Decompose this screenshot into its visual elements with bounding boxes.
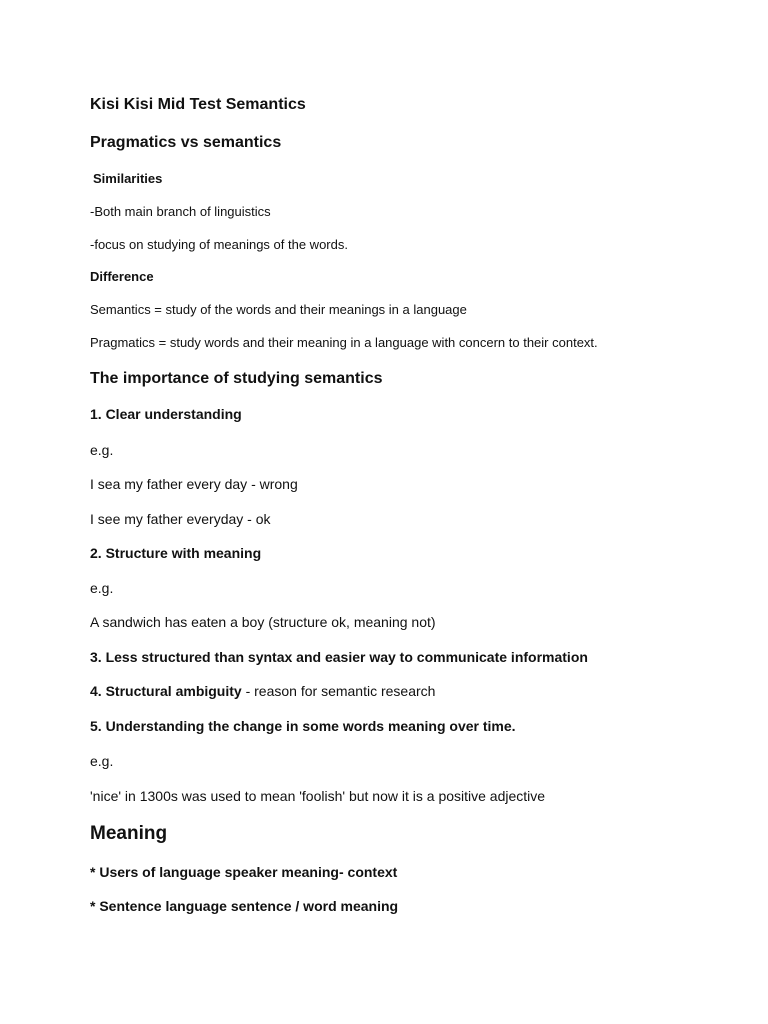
importance-point: 5. Understanding the change in some words meaning over time. [90, 718, 516, 734]
similarity-item: -focus on studying of meanings of the words. [90, 237, 348, 252]
example-sentence: I sea my father every day - wrong [90, 476, 298, 492]
point-4-description: - reason for semantic research [241, 683, 436, 699]
similarities-heading: Similarities [93, 171, 163, 186]
example-label: e.g. [90, 580, 114, 596]
example-sentence: 'nice' in 1300s was used to mean 'foolish' but now it is a positive adjective [90, 788, 546, 804]
example-label: e.g. [90, 753, 114, 769]
difference-item: Pragmatics = study words and their meaning in a language with concern to their context. [90, 335, 598, 350]
point-4-label: 4. Structural ambiguity [90, 683, 242, 699]
example-label: e.g. [90, 442, 114, 458]
importance-point: 1. Clear understanding [90, 406, 242, 422]
importance-heading: The importance of studying semantics [90, 370, 383, 387]
importance-point: 3. Less structured than syntax and easier way to communicate information [90, 649, 588, 665]
importance-point-4 [90, 684, 435, 698]
similarity-item: -Both main branch of linguistics [90, 204, 271, 219]
importance-point: 2. Structure with meaning [90, 545, 262, 561]
meaning-item: * Users of language speaker meaning- context [90, 864, 398, 880]
meaning-item: * Sentence language sentence / word meaning [90, 898, 399, 914]
difference-item: Semantics = study of the words and their meanings in a language [90, 302, 467, 317]
document-title: Kisi Kisi Mid Test Semantics [90, 96, 306, 113]
meaning-heading: Meaning [90, 823, 168, 844]
difference-heading: Difference [90, 269, 154, 284]
example-sentence: A sandwich has eaten a boy (structure ok, meaning not) [90, 614, 436, 630]
example-sentence: I see my father everyday - ok [90, 511, 271, 527]
pragmatics-heading: Pragmatics vs semantics [90, 134, 282, 151]
